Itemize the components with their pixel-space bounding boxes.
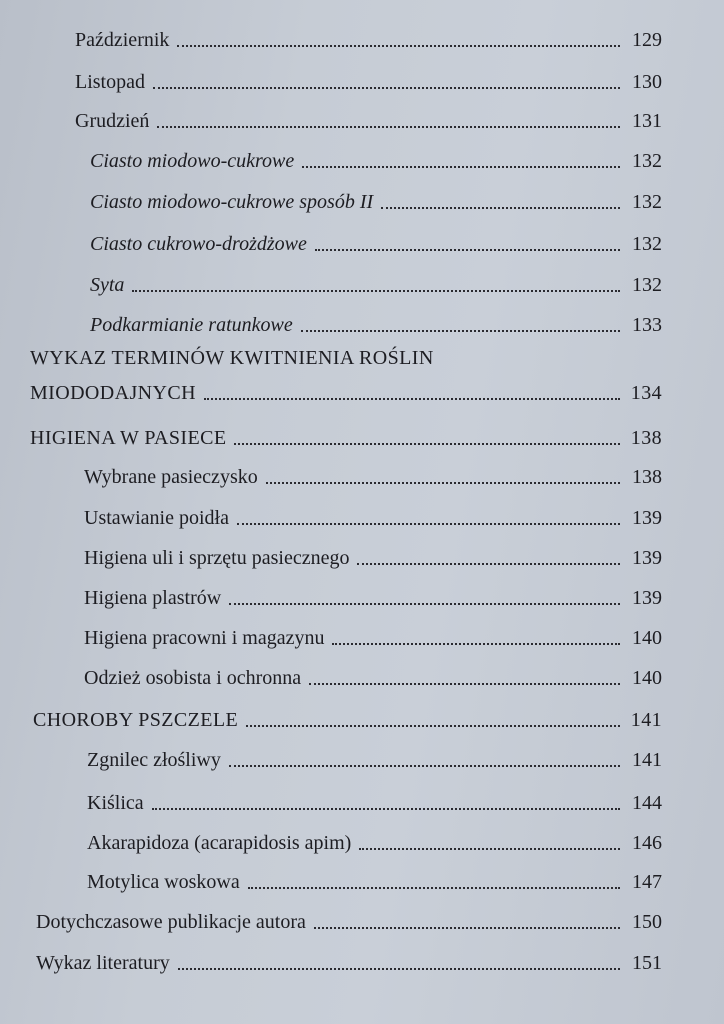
toc-entry-higiena-plastrow bbox=[84, 580, 662, 610]
dot-leader bbox=[315, 249, 620, 251]
toc-entry-page: 140 bbox=[632, 627, 662, 649]
toc-entry-page: 139 bbox=[632, 587, 662, 609]
dot-leader bbox=[237, 523, 620, 525]
toc-entry-ustawianie-poidla bbox=[84, 500, 662, 530]
toc-entry-page: 146 bbox=[632, 832, 662, 854]
toc-entry-page: 138 bbox=[632, 466, 662, 488]
dot-leader bbox=[246, 725, 620, 727]
toc-entry-title: Wybrane pasieczysko bbox=[84, 466, 258, 488]
toc-entry-title: CHOROBY PSZCZELE bbox=[33, 709, 239, 731]
dot-leader bbox=[204, 398, 620, 400]
toc-entry-page: 132 bbox=[632, 274, 662, 296]
toc-entry-page: 133 bbox=[632, 314, 662, 336]
toc-entry-title: Podkarmianie ratunkowe bbox=[90, 314, 293, 336]
dot-leader bbox=[229, 603, 620, 605]
toc-entry-page: 134 bbox=[630, 382, 662, 404]
toc-entry-title: Higiena pracowni i magazynu bbox=[84, 627, 325, 649]
toc-entry-ciasto-miodowo-cukrowe bbox=[90, 143, 662, 173]
toc-entry-page: 139 bbox=[632, 507, 662, 529]
toc-entry-higiena-w-pasiece bbox=[30, 420, 662, 450]
toc-entry-title: Odzież osobista i ochronna bbox=[84, 667, 302, 689]
toc-entry-page: 151 bbox=[632, 952, 662, 974]
toc-entry-title: Motylica woskowa bbox=[87, 871, 240, 893]
toc-entry-title: Ciasto cukrowo-drożdżowe bbox=[90, 233, 307, 255]
dot-leader bbox=[309, 683, 620, 685]
toc-entry-title: Listopad bbox=[75, 71, 145, 93]
toc-entry-akarapidoza bbox=[87, 825, 662, 855]
dot-leader bbox=[248, 887, 620, 889]
toc-entry-title: Higiena plastrów bbox=[84, 587, 222, 609]
toc-entry-title: Wykaz literatury bbox=[36, 952, 170, 974]
toc-entry-title: Ciasto miodowo-cukrowe bbox=[90, 150, 295, 172]
toc-entry-page: 139 bbox=[632, 547, 662, 569]
toc-entry-page: 147 bbox=[632, 871, 662, 893]
toc-entry-title: MIODODAJNYCH bbox=[30, 382, 196, 404]
dot-leader bbox=[234, 443, 620, 445]
toc-section-heading-line1: WYKAZ TERMINÓW KWITNIENIA ROŚLIN bbox=[30, 347, 434, 369]
toc-entry-page: 130 bbox=[632, 71, 662, 93]
toc-entry-page: 138 bbox=[630, 427, 662, 449]
toc-entry-title: Syta bbox=[90, 274, 125, 296]
dot-leader bbox=[314, 927, 620, 929]
toc-entry-page: 132 bbox=[632, 150, 662, 172]
toc-entry-title: Ustawianie poidła bbox=[84, 507, 229, 529]
dot-leader bbox=[266, 482, 620, 484]
dot-leader bbox=[381, 207, 620, 209]
dot-leader bbox=[153, 87, 620, 89]
dot-leader bbox=[332, 643, 620, 645]
toc-entry-publikacje bbox=[36, 904, 662, 934]
toc-entry-page: 150 bbox=[632, 911, 662, 933]
dot-leader bbox=[301, 330, 620, 332]
toc-entry-zgnilec bbox=[87, 742, 662, 772]
dot-leader bbox=[357, 563, 620, 565]
toc-entry-choroby-pszczele bbox=[33, 702, 662, 732]
toc-entry-higiena-uli bbox=[84, 540, 662, 570]
toc-entry-page: 132 bbox=[632, 191, 662, 213]
toc-entry-podkarmianie-ratunkowe bbox=[90, 307, 662, 337]
toc-entry-grudzien bbox=[75, 103, 662, 133]
toc-entry-ciasto-miodowo-cukrowe-ii bbox=[90, 184, 662, 214]
toc-entry-page: 131 bbox=[632, 110, 662, 132]
dot-leader bbox=[177, 45, 620, 47]
toc-entry-page: 144 bbox=[632, 792, 662, 814]
toc-entry-motylica bbox=[87, 864, 662, 894]
toc-entry-listopad bbox=[75, 64, 662, 94]
toc-entry-wybrane-pasieczysko bbox=[84, 459, 662, 489]
toc-entry-title: Zgnilec złośliwy bbox=[87, 749, 221, 771]
toc-entry-wykaz-terminow bbox=[30, 375, 662, 405]
toc-entry-ciasto-cukrowo-drozdzowe bbox=[90, 226, 662, 256]
toc-entry-page: 129 bbox=[632, 29, 662, 51]
toc-entry-title: Grudzień bbox=[75, 110, 150, 132]
toc-entry-higiena-pracowni bbox=[84, 620, 662, 650]
dot-leader bbox=[157, 126, 620, 128]
toc-entry-title: Październik bbox=[75, 29, 170, 51]
toc-entry-title: Ciasto miodowo-cukrowe sposób II bbox=[90, 191, 374, 213]
toc-entry-pazdziernik bbox=[75, 22, 662, 52]
toc-entry-page: 140 bbox=[632, 667, 662, 689]
toc-entry-literatura bbox=[36, 945, 662, 975]
toc-entry-title: HIGIENA W PASIECE bbox=[30, 427, 227, 449]
toc-entry-title: Kiślica bbox=[87, 792, 144, 814]
toc-entry-title: Dotychczasowe publikacje autora bbox=[36, 911, 306, 933]
toc-entry-syta bbox=[90, 267, 662, 297]
toc-entry-odziez bbox=[84, 660, 662, 690]
toc-entry-kislica bbox=[87, 785, 662, 815]
dot-leader bbox=[132, 290, 620, 292]
dot-leader bbox=[229, 765, 620, 767]
dot-leader bbox=[152, 808, 620, 810]
toc-entry-page: 141 bbox=[632, 749, 662, 771]
toc-entry-page: 132 bbox=[632, 233, 662, 255]
toc-entry-title: Higiena uli i sprzętu pasiecznego bbox=[84, 547, 350, 569]
dot-leader bbox=[302, 166, 620, 168]
dot-leader bbox=[178, 968, 620, 970]
dot-leader bbox=[359, 848, 620, 850]
toc-entry-page: 141 bbox=[630, 709, 662, 731]
toc-entry-title: Akarapidoza (acarapidosis apim) bbox=[87, 832, 352, 854]
